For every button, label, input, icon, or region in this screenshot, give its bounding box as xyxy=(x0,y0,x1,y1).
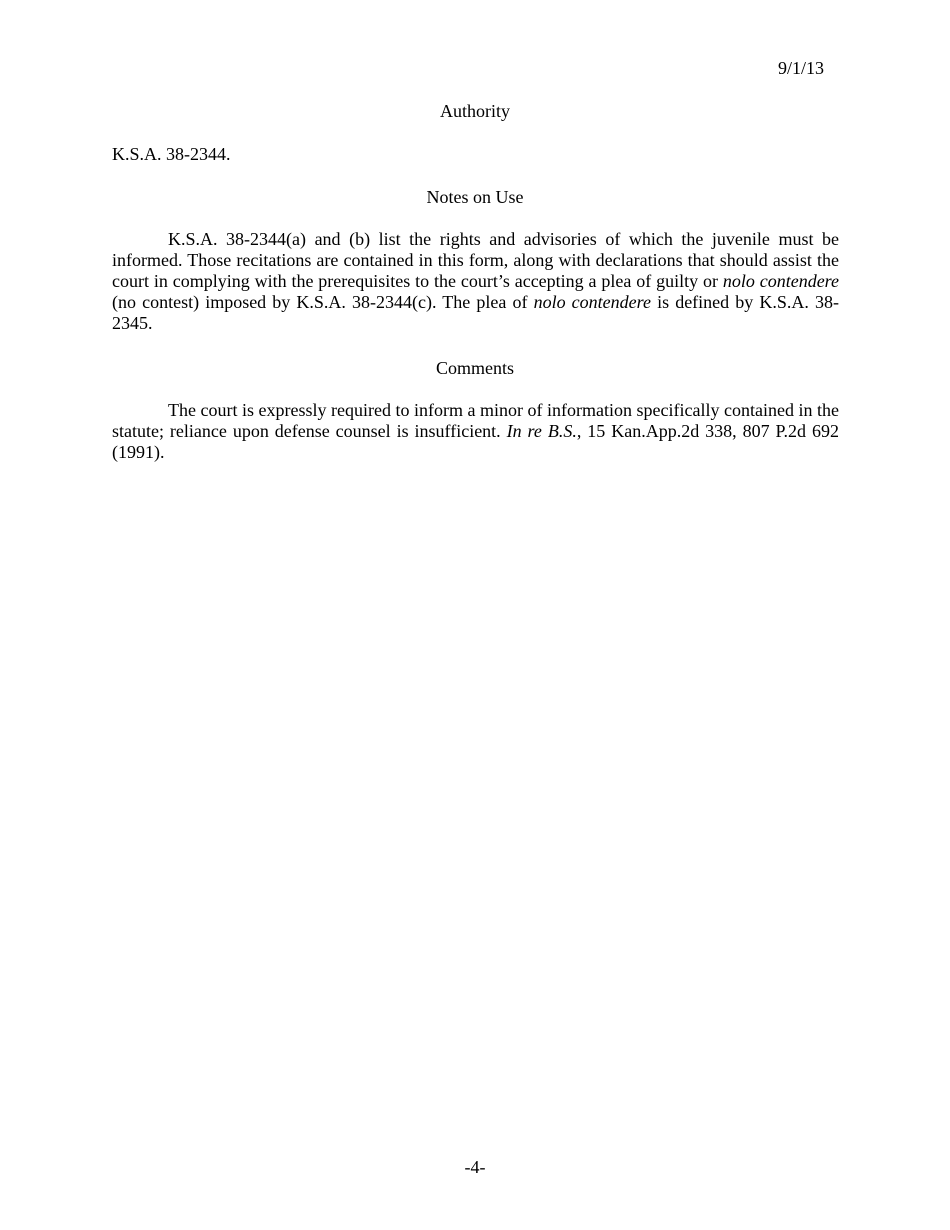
revision-date: 9/1/13 xyxy=(778,58,825,78)
comments-heading: Comments xyxy=(435,358,514,378)
comments-paragraph xyxy=(112,400,839,463)
authority-heading: Authority xyxy=(440,101,510,121)
notes-text-1: K.S.A. 38-2344(a) and (b) list the rights and advisories of which the juvenile must be informed. Those recitations are contained in this form, along with declarations that should assist the court in complying with the prerequisites to the court’s accepting a plea of guilty or xyxy=(112,229,839,291)
comments-text-1: The court is expressly required to inform a minor of information specifically contained in the statute; reliance upon defense counsel is insufficient. xyxy=(112,400,839,441)
comments-text-2: , 15 Kan.App.2d 338, 807 P.2d 692 (1991). xyxy=(112,421,839,462)
notes-text-3: is defined by K.S.A. 38-2345. xyxy=(112,292,839,333)
notes-italic-1: nolo contendere xyxy=(722,271,840,291)
notes-on-use-paragraph xyxy=(112,229,839,334)
notes-italic-2: nolo contendere xyxy=(533,292,651,312)
authority-citation: K.S.A. 38-2344. xyxy=(112,144,231,164)
notes-on-use-heading: Notes on Use xyxy=(426,187,524,207)
notes-text-2: (no contest) imposed by K.S.A. 38-2344(c). The plea of xyxy=(112,292,534,312)
case-name: In re B.S. xyxy=(506,421,577,441)
page-number: -4- xyxy=(464,1157,486,1177)
